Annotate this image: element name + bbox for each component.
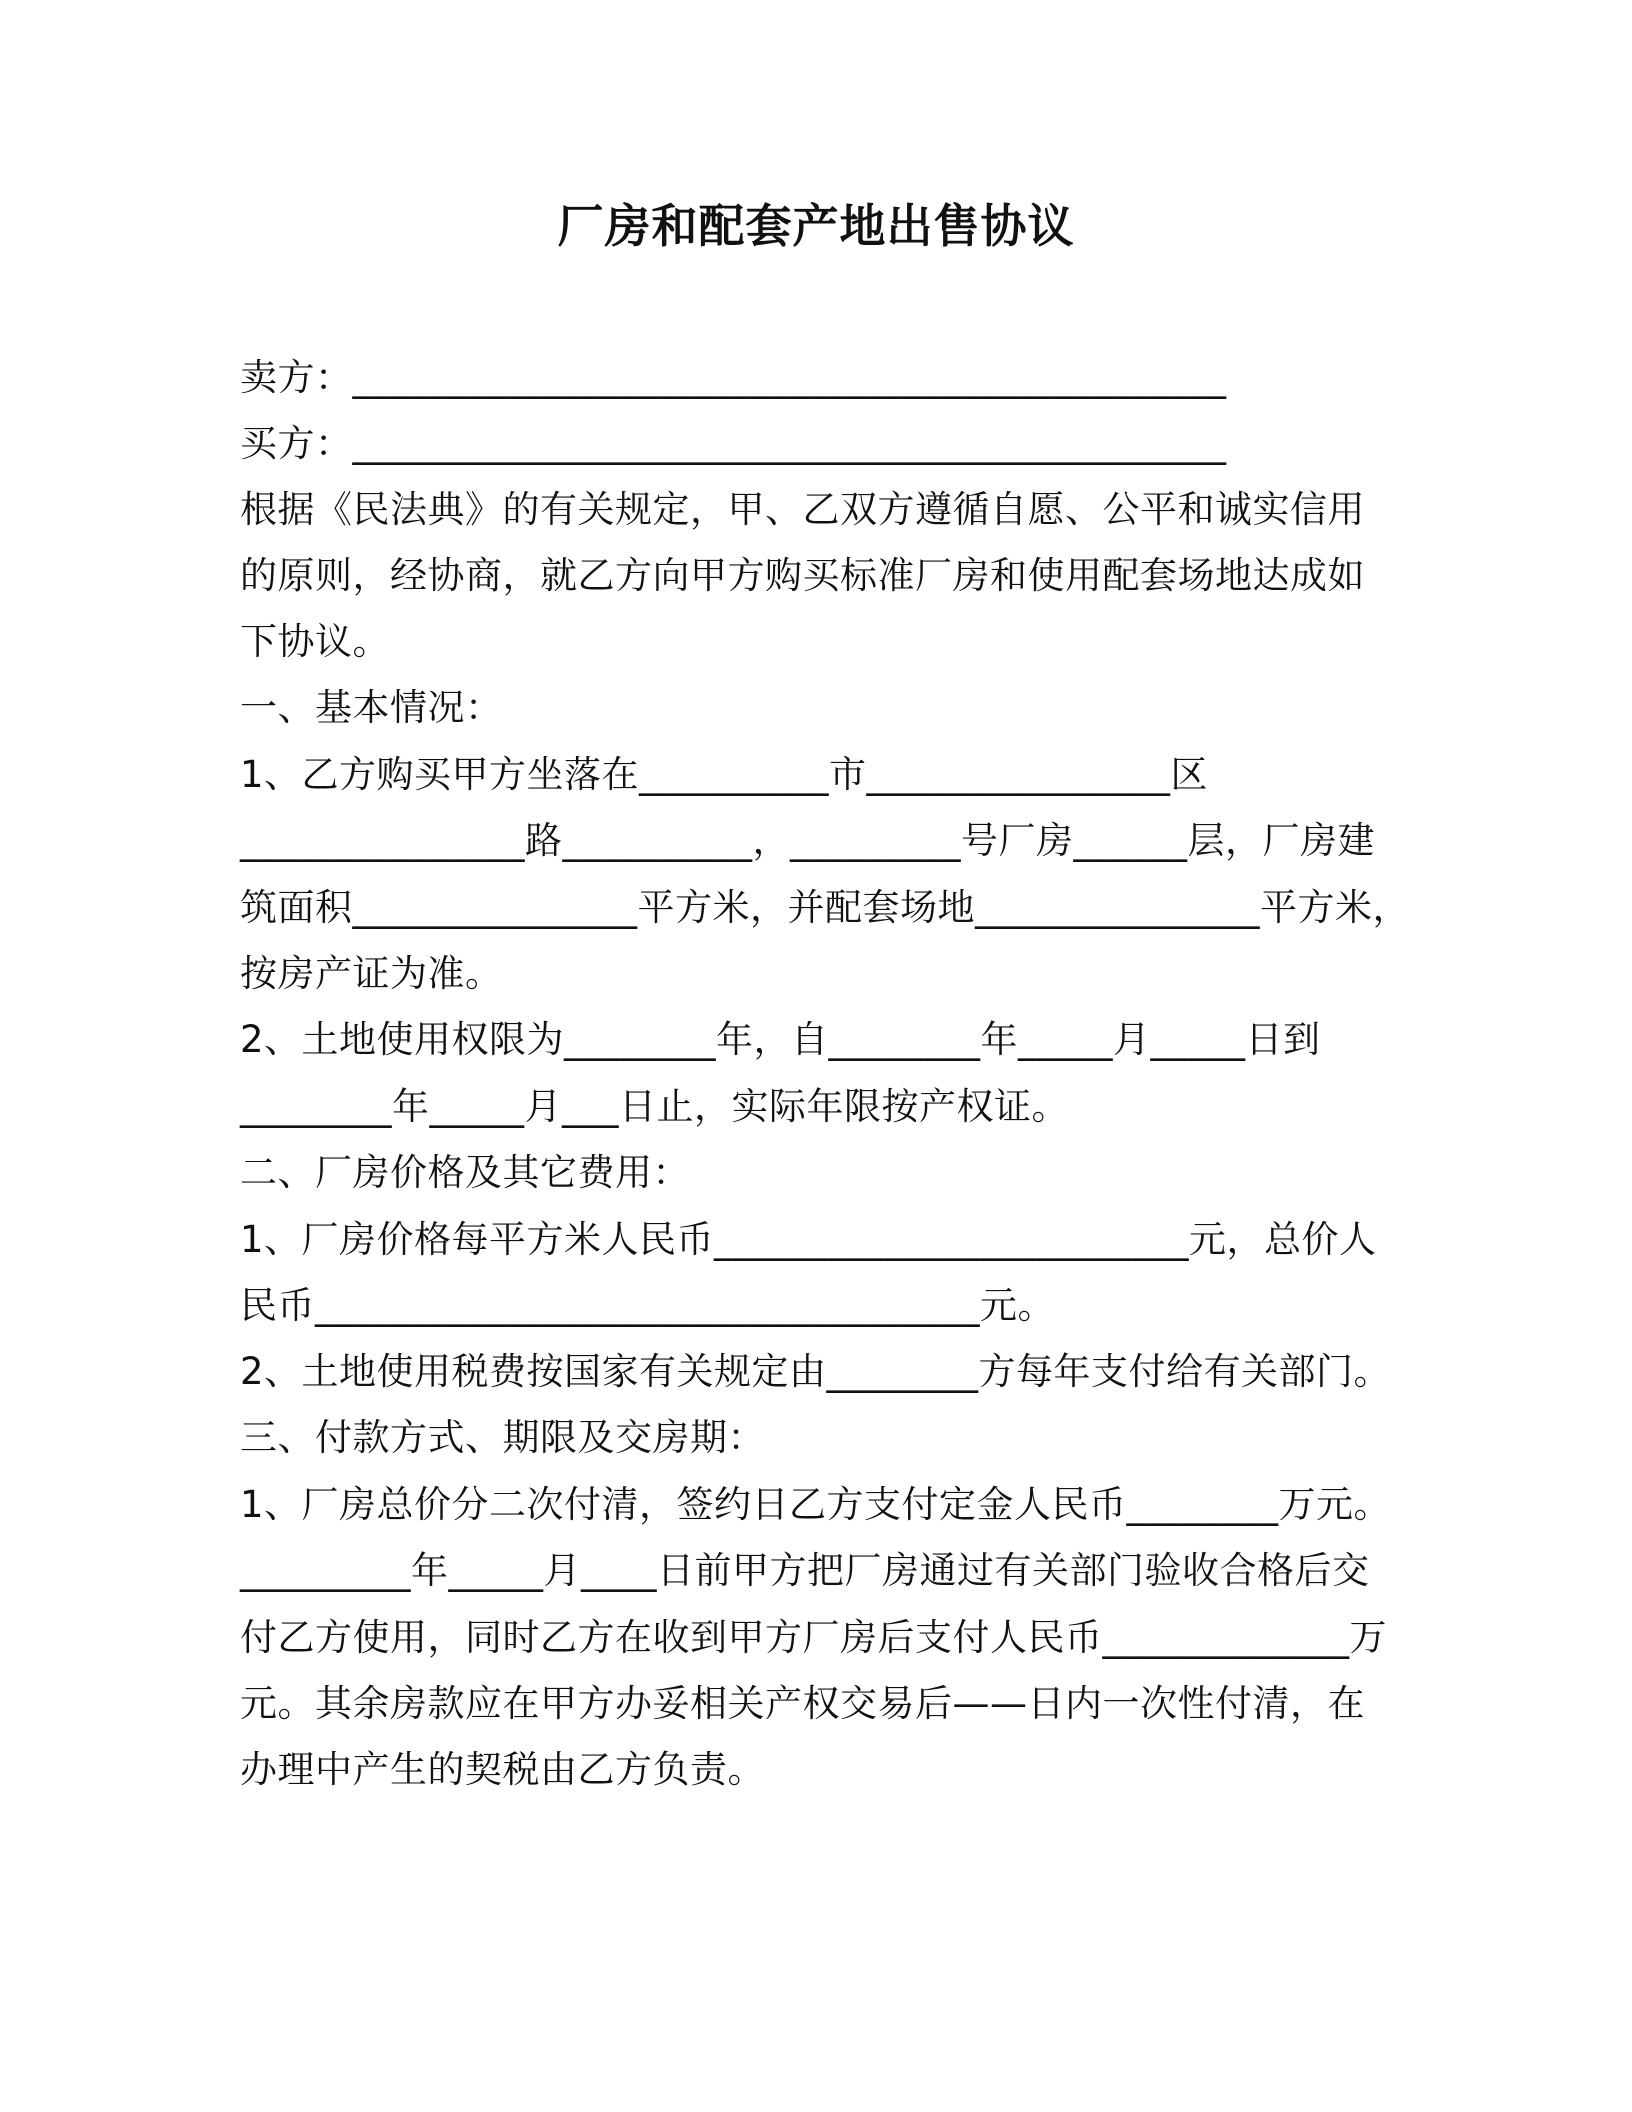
buyer-line: 买方：______________________________________________ bbox=[240, 422, 1227, 465]
preamble-line-3: 下协议。 bbox=[240, 620, 390, 663]
clause-3-1-line-3: 付乙方使用，同时乙方在收到甲方厂房后支付人民币_____________万 bbox=[240, 1616, 1387, 1659]
seller-line: 卖方：______________________________________________ bbox=[240, 356, 1227, 399]
clause-1-1-line-3: 筑面积_______________平方米，并配套场地_______________平方米， bbox=[240, 886, 1410, 929]
clause-2-1-line-2: 民币___________________________________元。 bbox=[240, 1284, 1055, 1327]
document-title: 厂房和配套产地出售协议 bbox=[557, 199, 1075, 253]
clause-1-1-line-4: 按房产证为准。 bbox=[240, 952, 503, 995]
clause-3-1-line-2: _________年_____月____日前甲方把厂房通过有关部门验收合格后交 bbox=[240, 1549, 1370, 1592]
clause-1-2-line-1: 2、土地使用权限为________年，自________年_____月_____日到 bbox=[240, 1018, 1321, 1061]
preamble-line-1: 根据《民法典》的有关规定，甲、乙双方遵循自愿、公平和诚实信用 bbox=[240, 488, 1365, 531]
clause-2-1-line-1: 1、厂房价格每平方米人民币_________________________元，总价人 bbox=[240, 1218, 1377, 1261]
section-heading-price: 二、厂房价格及其它费用： bbox=[240, 1151, 690, 1194]
clause-1-2-line-2: ________年_____月___日止，实际年限按产权证。 bbox=[240, 1085, 1069, 1128]
clause-2-2-line: 2、土地使用税费按国家有关规定由________方每年支付给有关部门。 bbox=[240, 1350, 1392, 1393]
clause-1-1-line-1: 1、乙方购买甲方坐落在__________市________________区 bbox=[240, 753, 1209, 796]
section-heading-basic: 一、基本情况： bbox=[240, 686, 503, 729]
clause-1-1-line-2: _______________路__________，_________号厂房______层，厂房建 bbox=[240, 819, 1375, 862]
clause-3-1-line-5: 办理中产生的契税由乙方负责。 bbox=[240, 1748, 765, 1791]
preamble-line-2: 的原则，经协商，就乙方向甲方购买标准厂房和使用配套场地达成如 bbox=[240, 554, 1365, 597]
section-heading-payment: 三、付款方式、期限及交房期： bbox=[240, 1416, 765, 1459]
clause-3-1-line-1: 1、厂房总价分二次付清，签约日乙方支付定金人民币________万元。 bbox=[240, 1483, 1392, 1526]
clause-3-1-line-4: 元。其余房款应在甲方办妥相关产权交易后——日内一次性付清，在 bbox=[240, 1682, 1365, 1725]
